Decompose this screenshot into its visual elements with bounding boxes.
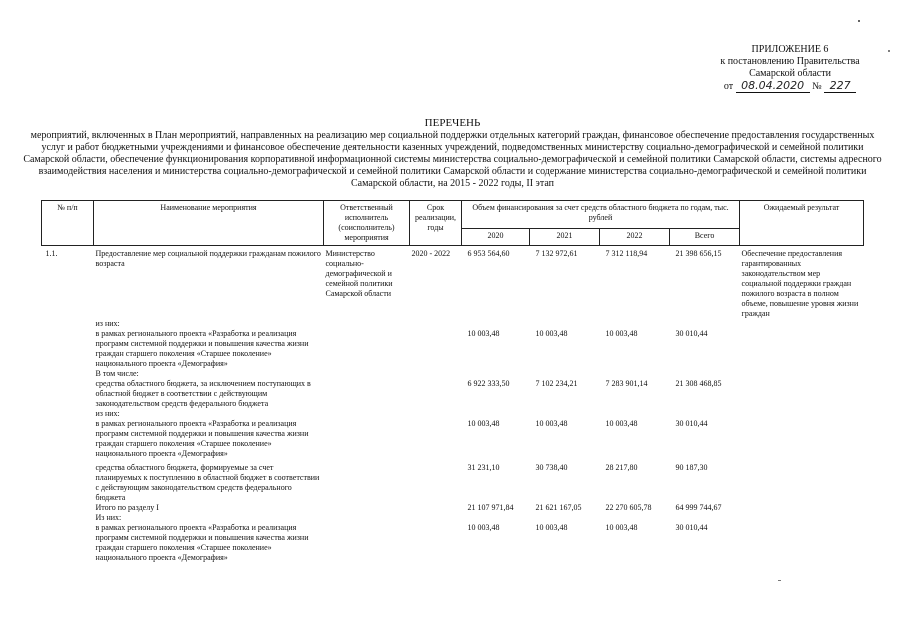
decree-date: 08.04.2020 bbox=[736, 80, 810, 93]
cell-total: 64 999 744,67 bbox=[675, 503, 722, 512]
cell-total: 30 010,44 bbox=[675, 419, 708, 428]
cell-2020: 31 231,10 bbox=[467, 463, 500, 472]
table-row bbox=[42, 419, 864, 459]
cell-name: Предоставление мер социальной поддержки гражданам пожилого возраста bbox=[94, 246, 324, 320]
table-row bbox=[42, 319, 864, 329]
cell-2020: 10 003,48 bbox=[467, 419, 500, 428]
cell-name: в рамках регионального проекта «Разработка и реализация программ системной поддержки и повышения качества жизни граждан старшего поколения «Старшее поколение» национального проекта «Демография» bbox=[95, 329, 309, 368]
header-year-2020: 2020 bbox=[462, 229, 530, 246]
measures-table bbox=[41, 200, 863, 563]
cell-2022: 10 003,48 bbox=[605, 523, 638, 532]
cell-2020: 6 953 564,60 bbox=[462, 246, 530, 320]
appendix-line: Самарской области bbox=[749, 68, 831, 79]
cell-name: средства областного бюджета, за исключением поступающих в областной бюджет в соответствии с действующим законодательством средств федерального бюджета bbox=[95, 379, 311, 408]
cell-2022: 10 003,48 bbox=[605, 419, 638, 428]
cell-name: в рамках регионального проекта «Разработка и реализация программ системной поддержки и повышения качества жизни граждан старшего поколения «Старшее поколение» национального проекта «Демография» bbox=[95, 419, 309, 458]
cell-total: 90 187,30 bbox=[675, 463, 708, 472]
cell-term: 2020 - 2022 bbox=[410, 246, 462, 320]
table-row bbox=[42, 523, 864, 563]
cell-total: 21 398 656,15 bbox=[670, 246, 740, 320]
cell-name: средства областного бюджета, формируемые за счет планируемых к поступлению в областной бюджет в соответствии с действующим законодательством средств федерального бюджета bbox=[95, 463, 320, 502]
decree-number: 227 bbox=[824, 80, 856, 93]
table-row bbox=[42, 463, 864, 503]
cell-2021: 7 132 972,61 bbox=[530, 246, 600, 320]
header-year-2022: 2022 bbox=[600, 229, 670, 246]
cell-name: Из них: bbox=[95, 513, 122, 522]
cell-name: Итого по разделу I bbox=[95, 503, 159, 512]
cell-2020: 6 922 333,50 bbox=[467, 379, 510, 388]
cell-2022: 10 003,48 bbox=[605, 329, 638, 338]
number-label: № bbox=[812, 81, 822, 92]
title-text: мероприятий, включенных в План мероприятий, направленных на реализацию мер социальной поддержки отдельных категорий граждан, финансовое обеспечение предоставления государственных услуг и работ бюджетными учреждениями и финансовое обеспечение деятельности казенных учреждений, подведомственных министерству социально-демографической и семейной политики Самарской области, обеспечение функционирования корпоративной информационной системы министерства социально-демографической и семейной политики Самарской области, системы адресного взаимодействия населения и министерства социально-демографической и семейной политики Самарской области и содержание министерства социально-демографической и семейной политики Самарской области, на 2015 - 2022 годы, II этап bbox=[23, 130, 882, 189]
appendix-block bbox=[700, 44, 880, 93]
cell-total: 30 010,44 bbox=[675, 523, 708, 532]
cell-name: из них: bbox=[95, 409, 120, 418]
header-result: Ожидаемый результат bbox=[740, 201, 864, 246]
header-term: Срок реализации, годы bbox=[410, 201, 462, 246]
cell-responsible: Министерство социально-демографической и семейной политики Самарской области bbox=[324, 246, 410, 320]
cell-name: в рамках регионального проекта «Разработка и реализация программ системной поддержки и повышения качества жизни граждан старшего поколения «Старшее поколение» национального проекта «Демография» bbox=[95, 523, 309, 562]
header-num: № п/п bbox=[42, 201, 94, 246]
cell-2022: 22 270 605,78 bbox=[605, 503, 652, 512]
scan-speck bbox=[888, 50, 890, 52]
cell-total: 30 010,44 bbox=[675, 329, 708, 338]
cell-2021: 7 102 234,21 bbox=[535, 379, 578, 388]
cell-num: 1.1. bbox=[42, 246, 94, 320]
table-row bbox=[42, 503, 864, 513]
appendix-title: ПРИЛОЖЕНИЕ 6 bbox=[751, 44, 829, 55]
cell-result: Обеспечение предоставления гарантированных законодательством мер социальной поддержки граждан пожилого возраста в полном объеме, повышение уровня жизни граждан bbox=[740, 246, 864, 320]
cell-2020: 10 003,48 bbox=[467, 523, 500, 532]
table-row bbox=[42, 379, 864, 409]
cell-2021: 10 003,48 bbox=[535, 523, 568, 532]
header-year-2021: 2021 bbox=[530, 229, 600, 246]
from-label: от bbox=[723, 81, 734, 92]
table-row bbox=[42, 409, 864, 419]
table-row bbox=[42, 329, 864, 369]
cell-2020: 21 107 971,84 bbox=[467, 503, 514, 512]
cell-2022: 7 312 118,94 bbox=[600, 246, 670, 320]
title-heading: ПЕРЕЧЕНЬ bbox=[424, 117, 481, 129]
header-name: Наименование мероприятия bbox=[94, 201, 324, 246]
cell-2021: 30 738,40 bbox=[535, 463, 568, 472]
table-row bbox=[42, 513, 864, 523]
cell-name: В том числе: bbox=[95, 369, 139, 378]
cell-2021: 10 003,48 bbox=[535, 329, 568, 338]
header-responsible: Ответственный исполнитель (соисполнитель) мероприятия bbox=[324, 201, 410, 246]
cell-2022: 7 283 901,14 bbox=[605, 379, 648, 388]
header-volume: Объем финансирования за счет средств областного бюджета по годам, тыс. рублей bbox=[462, 201, 740, 229]
table-row bbox=[42, 369, 864, 379]
cell-2021: 21 621 167,05 bbox=[535, 503, 582, 512]
document-title bbox=[20, 117, 885, 190]
cell-2022: 28 217,80 bbox=[605, 463, 638, 472]
table-row bbox=[42, 246, 864, 320]
header-total: Всего bbox=[670, 229, 740, 246]
cell-total: 21 308 468,85 bbox=[675, 379, 722, 388]
appendix-date-line bbox=[700, 80, 880, 93]
cell-2020: 10 003,48 bbox=[467, 329, 500, 338]
scan-speck bbox=[858, 20, 860, 22]
cell-2021: 10 003,48 bbox=[535, 419, 568, 428]
cell-name: из них: bbox=[95, 319, 120, 328]
appendix-line: к постановлению Правительства bbox=[720, 56, 860, 67]
scan-speck bbox=[778, 580, 781, 581]
